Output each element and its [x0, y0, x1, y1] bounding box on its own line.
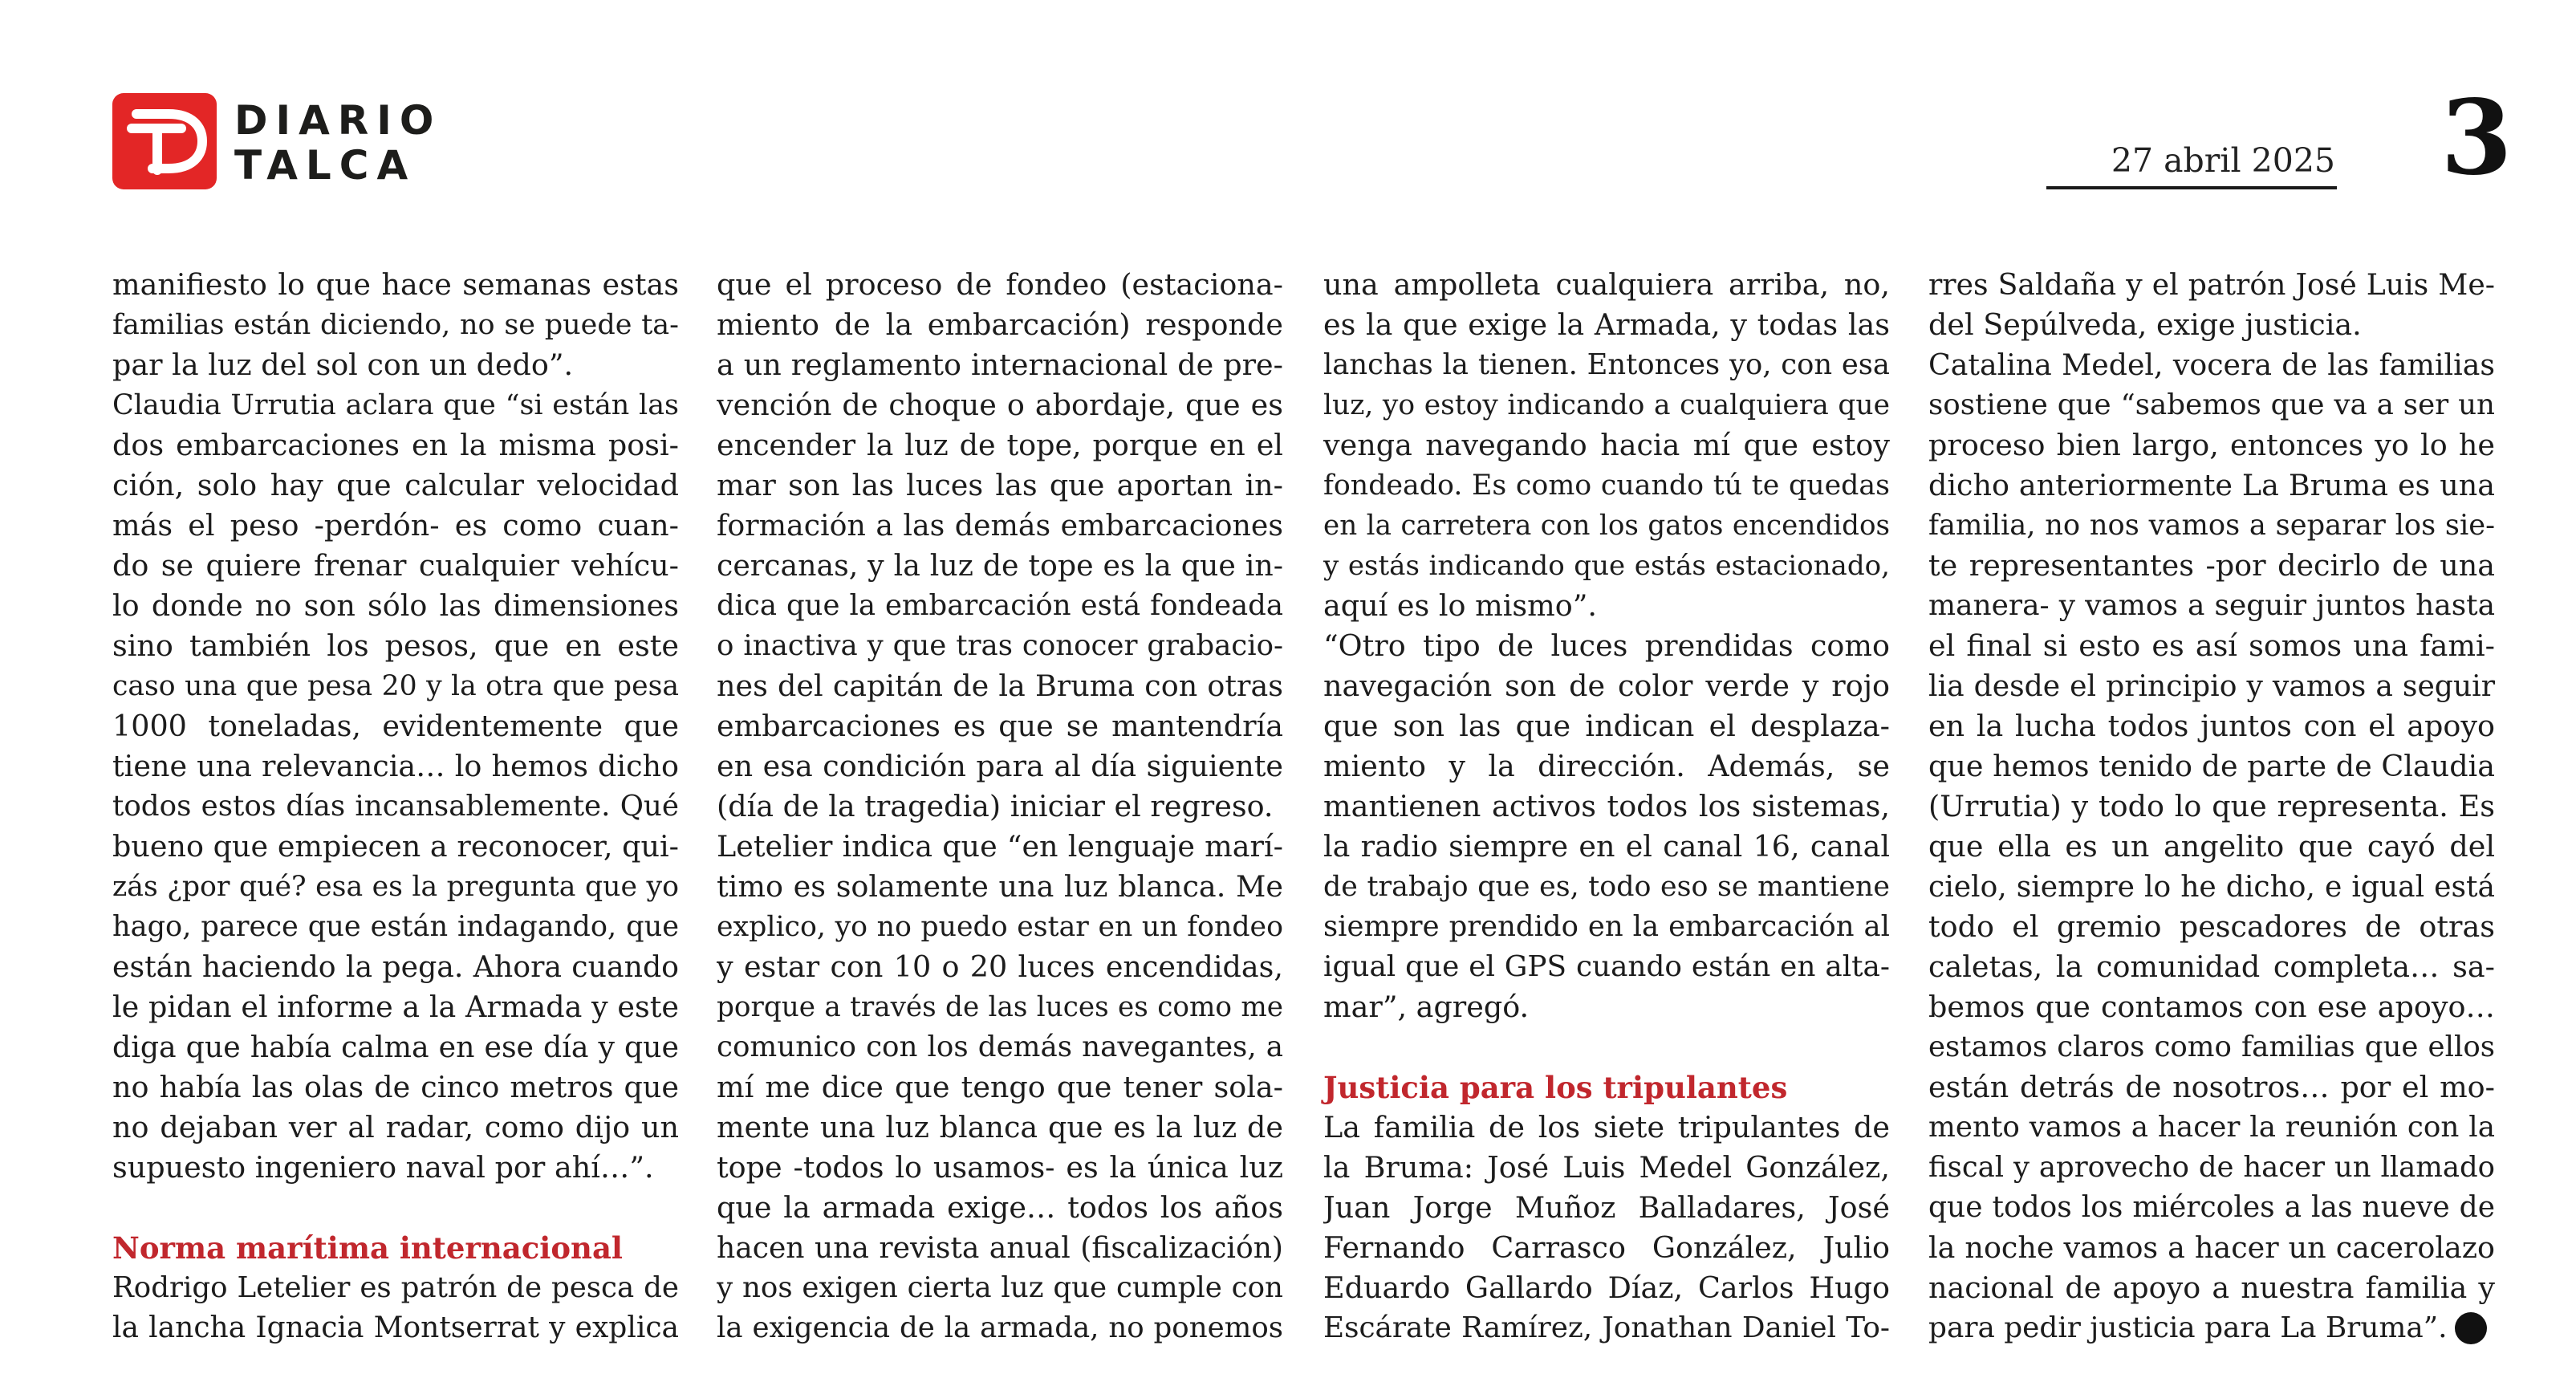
text-line: la noche vamos a hacer un cacerolazo	[1928, 1230, 2495, 1265]
text-line: fiscal y aprovecho de hacer un llamado	[1928, 1151, 2495, 1184]
paragraph-gap	[1323, 1027, 1890, 1067]
text-line: lia desde el principio y vamos a seguir	[1928, 669, 2495, 703]
text-line: que ella es un angelito que cayó del	[1928, 829, 2495, 864]
text-line: miento y la dirección. Además, se	[1323, 749, 1890, 783]
text-line: porque a través de las luces es como me	[717, 991, 1283, 1023]
text-line: familia, no nos vamos a separar los sie-	[1928, 509, 2495, 542]
text-line: navegación son de color verde y rojo	[1323, 669, 1890, 703]
text-line: manifiesto lo que hace semanas estas	[112, 267, 679, 302]
logo-line-talca: TALCA	[234, 142, 416, 189]
text-line: Fernando Carrasco González, Julio	[1323, 1230, 1890, 1265]
text-line: el final si esto es así somos una fami-	[1928, 628, 2495, 663]
text-line: mente una luz blanca que es la luz de	[717, 1110, 1283, 1144]
text-line: tiene una relevancia… lo hemos dicho	[112, 749, 679, 783]
text-line: mar son las luces las que aportan in-	[717, 468, 1283, 502]
text-line: Juan Jorge Muñoz Balladares, José	[1323, 1190, 1890, 1225]
diario-talca-logo[interactable]	[112, 93, 440, 189]
text-line: encender la luz de tope, porque en el	[717, 428, 1283, 462]
text-line: (día de la tragedia) iniciar el regreso.	[717, 789, 1274, 823]
final-line	[1928, 1308, 2495, 1348]
text-line: aquí es lo mismo”.	[1323, 588, 1597, 623]
text-line: cielo, siempre lo he dicho, e igual está	[1928, 870, 2495, 904]
text-line: Eduardo Gallardo Díaz, Carlos Hugo	[1323, 1270, 1890, 1305]
text-line: venga navegando hacia mí que estoy	[1323, 428, 1890, 462]
text-line: timo es solamente una luz blanca. Me	[717, 869, 1283, 904]
text-line: sostiene que “sabemos que va a ser un	[1928, 388, 2495, 421]
text-line: en la lucha todos juntos con el apoyo	[1928, 709, 2495, 743]
text-line: la Bruma: José Luis Medel González,	[1323, 1150, 1890, 1185]
text-line: bueno que empiecen a reconocer, qui-	[112, 829, 679, 864]
text-line: siempre prendido en la embarcación al	[1323, 910, 1890, 943]
text-line: y nos exigen cierta luz que cumple con	[717, 1271, 1283, 1304]
text-line: bemos que contamos con ese apoyo…	[1928, 990, 2495, 1024]
text-line: miento de la embarcación) responde	[717, 307, 1283, 342]
text-line: caletas, la comunidad completa… sa-	[1928, 949, 2495, 984]
text-line: todo el gremio pescadores de otras	[1928, 909, 2495, 944]
text-line: en la carretera con los gatos encendidos	[1323, 510, 1890, 542]
text-line: proceso bien largo, entonces yo lo he	[1928, 428, 2495, 462]
text-line: hacen una revista anual (fiscalización)	[717, 1231, 1283, 1265]
text-line: (Urrutia) y todo lo que representa. Es	[1928, 789, 2495, 823]
text-line: lanchas la tienen. Entonces yo, con esa	[1323, 348, 1890, 381]
text-line: que el proceso de fondeo (estaciona-	[717, 267, 1283, 302]
subheading-norma-maritima: Norma marítima internacional	[112, 1230, 623, 1266]
text-line: par la luz del sol con un dedo”.	[112, 348, 574, 382]
subheading-justicia: Justicia para los tripulantes	[1323, 1070, 1788, 1105]
text-line: lo donde no son sólo las dimensiones	[112, 588, 679, 623]
text-line: mí me dice que tengo que tener sola-	[717, 1070, 1283, 1104]
text-line: le pidan el informe a la Armada y este	[112, 990, 679, 1024]
text-line: formación a las demás embarcaciones	[717, 508, 1283, 543]
text-line: y estás indicando que estás estacionado,	[1323, 550, 1890, 582]
text-line: fondeado. Es como cuando tú te quedas	[1323, 470, 1890, 502]
text-line: la lancha Ignacia Montserrat y explica	[112, 1311, 679, 1344]
text-line: la exigencia de la armada, no ponemos	[717, 1311, 1283, 1344]
text-line: dos embarcaciones en la misma posi-	[112, 428, 679, 462]
text-line: de trabajo que es, todo eso se mantiene	[1323, 871, 1890, 903]
text-line: “Otro tipo de luces prendidas como	[1323, 628, 1890, 663]
text-line: Claudia Urrutia aclara que “si están las	[112, 389, 679, 421]
text-line: en esa condición para al día siguiente	[717, 749, 1283, 783]
text-line: la radio siempre en el canal 16, canal	[1323, 829, 1890, 864]
text-line: igual que el GPS cuando están en alta-	[1323, 950, 1890, 983]
text-line: explico, yo no puedo estar en un fondeo	[717, 911, 1283, 943]
text-line: nes del capitán de la Bruma con otras	[717, 669, 1283, 703]
text-line: comunico con los demás navegantes, a	[717, 1030, 1283, 1063]
text-line: mar”, agregó.	[1323, 990, 1530, 1024]
logo-mark-icon	[112, 93, 217, 189]
text-line: 1000 toneladas, evidentemente que	[112, 709, 679, 743]
logo-text	[234, 98, 441, 188]
issue-date: 27 abril 2025	[2111, 141, 2335, 180]
text-line: Rodrigo Letelier es patrón de pesca de	[112, 1271, 679, 1304]
text-line: Catalina Medel, vocera de las familias	[1928, 348, 2495, 382]
article-column-1	[112, 265, 679, 1348]
text-line: diga que había calma en ese día y que	[112, 1030, 679, 1064]
text-line: hago, parece que están indagando, que	[112, 910, 679, 943]
text-line: no había las olas de cinco metros que	[112, 1070, 679, 1104]
text-line: vención de choque o abordaje, que es	[717, 388, 1283, 422]
text-line: del Sepúlveda, exige justicia.	[1928, 307, 2362, 342]
date-underline	[2046, 186, 2337, 189]
text-line: manera- y vamos a seguir juntos hasta	[1928, 589, 2495, 622]
text-line: familias están diciendo, no se puede ta-	[112, 309, 679, 341]
text-line: o inactiva y que tras conocer grabacio-	[717, 629, 1283, 662]
page-number: 3	[2440, 78, 2513, 198]
text-line: una ampolleta cualquiera arriba, no,	[1323, 267, 1890, 302]
text-line: rres Saldaña y el patrón José Luis Me-	[1928, 267, 2495, 302]
article-column-3	[1323, 265, 1890, 1348]
text-line: que son las que indican el desplaza-	[1323, 709, 1890, 743]
text-line: ción, solo hay que calcular velocidad	[112, 468, 679, 502]
text-line: cercanas, y la luz de tope es la que in-	[717, 548, 1283, 583]
text-line: sino también los pesos, que en este	[112, 628, 679, 663]
text-line: tope -todos lo usamos- es la única luz	[717, 1150, 1283, 1185]
text-line: que hemos tenido de parte de Claudia	[1928, 749, 2495, 783]
text-line: dica que la embarcación está fondeada	[717, 589, 1283, 622]
logo-line-diario: DIARIO	[234, 97, 442, 144]
text-line: dicho anteriormente La Bruma es una	[1928, 468, 2495, 502]
text-line: embarcaciones es que se mantendría	[717, 709, 1283, 743]
text-line: Letelier indica que “en lenguaje marí-	[717, 829, 1283, 864]
article-column-4	[1928, 265, 2495, 1348]
paragraph-gap	[112, 1188, 679, 1228]
text-line: supuesto ingeniero naval por ahí…”.	[112, 1150, 654, 1185]
text-line: caso una que pesa 20 y la otra que pesa	[112, 670, 679, 702]
end-of-article-dot-icon	[2455, 1312, 2487, 1344]
text-line: Escárate Ramírez, Jonathan Daniel To-	[1323, 1311, 1890, 1344]
text-line: nacional de apoyo a nuestra familia y	[1928, 1270, 2495, 1305]
text-line: están detrás de nosotros… por el mo-	[1928, 1070, 2495, 1104]
text-line: do se quiere frenar cualquier vehícu-	[112, 548, 679, 583]
text-line: están haciendo la pega. Ahora cuando	[112, 949, 679, 984]
text-line: estamos claros como familias que ellos	[1928, 1030, 2495, 1063]
text-line: que todos los miércoles a las nueve de	[1928, 1191, 2495, 1224]
text-line: y estar con 10 o 20 luces encendidas,	[717, 949, 1283, 984]
masthead	[0, 0, 2576, 241]
text-line: La familia de los siete tripulantes de	[1323, 1110, 1890, 1144]
text-line: luz, yo estoy indicando a cualquiera que	[1323, 389, 1890, 421]
text-line: te representantes -por decirlo de una	[1928, 548, 2495, 583]
text-line: no dejaban ver al radar, como dijo un	[112, 1110, 679, 1144]
text-line: que la armada exige… todos los años	[717, 1190, 1283, 1225]
text-line: a un reglamento internacional de pre-	[717, 348, 1283, 382]
text-line: zás ¿por qué? esa es la pregunta que yo	[112, 871, 679, 903]
text-line: más el peso -perdón- es como cuan-	[112, 508, 679, 543]
text-line: para pedir justicia para La Bruma”.	[1928, 1311, 2448, 1344]
text-line: todos estos días incansablemente. Qué	[112, 790, 679, 823]
text-line: mento vamos a hacer la reunión con la	[1928, 1111, 2495, 1144]
article-column-2	[717, 265, 1283, 1348]
text-line: es la que exige la Armada, y todas las	[1323, 307, 1890, 342]
text-line: mantienen activos todos los sistemas,	[1323, 789, 1890, 823]
